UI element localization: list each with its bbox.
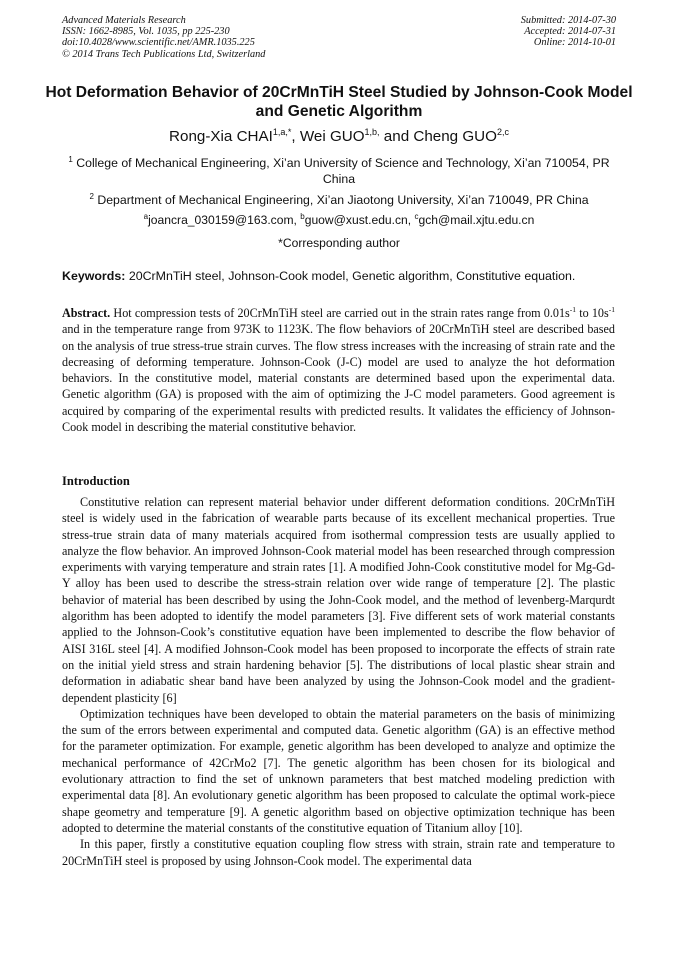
introduction-body	[62, 494, 615, 869]
keywords-label: Keywords:	[62, 269, 126, 283]
affiliation-2	[62, 192, 616, 208]
affiliation-1-number: 1	[68, 155, 73, 164]
abstract-label: Abstract.	[62, 306, 111, 320]
email-c[interactable]: gch@mail.xjtu.edu.cn	[418, 213, 535, 227]
journal-info	[62, 15, 265, 60]
email-b[interactable]: guow@xust.edu.cn,	[304, 213, 412, 227]
author-3-affil: 2,c	[496, 127, 509, 137]
email-c-marker: c	[414, 212, 419, 221]
email-list	[40, 213, 638, 227]
accepted-date: Accepted: 2014-07-31	[524, 26, 616, 38]
corresponding-author-note: *Corresponding author	[278, 236, 400, 250]
submitted-date: Submitted: 2014-07-30	[520, 15, 616, 26]
doi-line: doi:10.4028/www.scientific.net/AMR.1035.225	[62, 37, 255, 49]
abstract	[62, 305, 615, 435]
author-1-affil: 1,a,*	[272, 127, 292, 137]
author-1: Rong-Xia CHAI	[169, 128, 273, 145]
copyright-line: © 2014 Trans Tech Publications Ltd, Switzerland	[62, 48, 266, 60]
issn-line: ISSN: 1662-8985, Vol. 1035, pp 225-230	[62, 26, 230, 38]
email-a[interactable]: joancra_030159@163.com,	[148, 213, 297, 227]
author-2: Wei GUO	[299, 128, 365, 145]
affiliation-1-text: College of Mechanical Engineering, Xi’an University of Science and Technology, Xi’an 710054, PR China	[76, 156, 610, 186]
abstract-text-3: and in the temperature range from 973K to 1123K. The flow behaviors of 20CrMnTiH steel are described based on the analysis of true stress-true strain curves. The flow stress increases with the increasing of strain rate and the decreasing of deforming temperature. Johnson-Cook (J-C) model are used to analyze the hot deformation behaviors. In the constitutive model, material constants are determined based upon the experimental data. Genetic algorithm (GA) is proposed with the aim of optimizing the J-C model parameters. Good agreement is acquired by comparing of the experimental results with predicted results. It validates the efficiency of Johnson-Cook model in describing the material constitutive behavior.	[62, 322, 615, 435]
author-list: Rong-Xia $CHAI^{1,a,*}$, Wei $GUO^{1,b,}$ and Cheng GUO$^{2,c}$	[169, 127, 509, 145]
email-a-marker: a	[143, 212, 149, 221]
keywords	[62, 269, 618, 283]
intro-paragraph-1: Constitutive relation can represent material behavior under different deformation conditions. 20CrMnTiH steel is widely used in the fabrication of wearable parts because of its excellent mechanical properties. True stress-true strain data of many materials acquired from isothermal compression tests are usually applied to analyze the flow behavior. An improved Johnson-Cook material model has been researched through compression experiments with varying temperature and strain rates [1]. A modified John-Cook constitutive model for Mg-Gd-Y alloy has been used to describe the stress-strain relation over wide range of temperature [2]. The plastic behavior of material has been described by using the John-Cook model, and the method of levenberg-Marqurdt algorithm has been adopted to identify the model parameters [3]. Five different sets of work material constants applied to the Johnson-Cook’s constitutive equation have been implemented to describe the flow behavior of AISI 316L steel [4]. A modified Johnson-Cook model has been proposed to incorporate the effects of strain rate on the initial yield stress and strain hardening behavior [5]. The distributions of local plastic shear strain and deformation in adiabatic shear band have been analyzed by using the Johnson-Cook model and the gradient-dependent plasticity [6]	[62, 495, 615, 705]
journal-name: Advanced Materials Research	[62, 15, 186, 26]
keywords-text: 20CrMnTiH steel, Johnson-Cook model, Genetic algorithm, Constitutive equation.	[128, 269, 576, 283]
affiliation-1	[62, 155, 616, 187]
intro-paragraph-3: In this paper, firstly a constitutive equation coupling flow stress with strain, strain rate and temperature to 20CrMnTiH steel is proposed by using Johnson-Cook model. The experimental data	[62, 837, 615, 868]
email-b-marker: b	[300, 212, 305, 221]
abstract-sup-1: -1	[569, 305, 577, 314]
online-date: Online: 2014-10-01	[533, 37, 616, 49]
paper-title: Hot Deformation Behavior of 20CrMnTiH Steel Studied by Johnson-Cook Model and Genetic Algorithm	[45, 84, 633, 120]
publication-dates	[521, 15, 616, 49]
affiliation-2-text: Department of Mechanical Engineering, Xi’an Jiaotong University, Xi’an 710049, PR China	[97, 193, 589, 207]
introduction-heading: Introduction	[62, 474, 130, 488]
abstract-sup-2: -1	[608, 305, 615, 314]
author-3: and Cheng GUO	[383, 128, 497, 145]
abstract-text-1: Hot compression tests of 20CrMnTiH steel are carried out in the strain rates range from 0.01s	[113, 306, 570, 320]
intro-paragraph-2: Optimization techniques have been developed to obtain the material parameters on the basis of minimizing the sum of the errors between experimental and computed data. Genetic algorithm (GA) is an effective method for the parameter optimization. For example, genetic algorithm has been developed to analyze and optimize the mechanical performance of 42CrMo2 [7]. The genetic algorithm has been chosen for its biological and evolutionary attraction to find the set of unknown parameters that best matched modeling prediction with experimental data [8]. An evolutionary genetic algorithm has been proposed to calculate the optimal work-piece shape geometry and temperature [9]. A genetic algorithm based on objective optimization technique has been adopted to determine the material constants of the constitutive equation of Titanium alloy [10].	[62, 706, 615, 835]
abstract-text-2: to 10s	[579, 306, 609, 320]
affiliation-2-number: 2	[89, 192, 94, 201]
author-2-affil: 1,b,	[364, 127, 380, 137]
